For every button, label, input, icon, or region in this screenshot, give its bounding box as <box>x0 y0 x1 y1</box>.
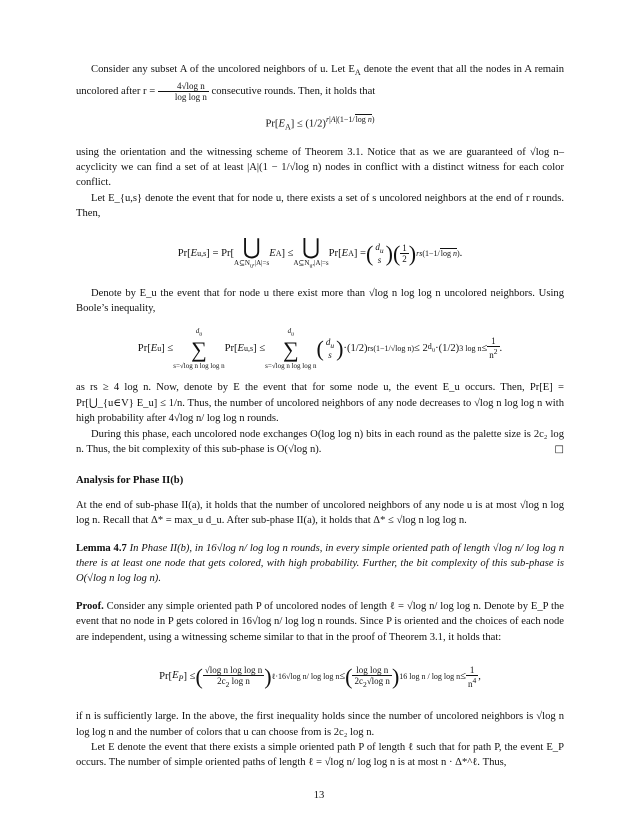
equation-2: Pr[ E u,s ] = Pr[ ⋃ $A⊆N_u,|A|=s$ E A ] ≤ ⋃ $A⊆N_u,|A|=s$ Pr[ E A ] = ( $d_u$ s ) ( $\frac{1}{2}$ ) rs(1−1/log n) . <box>177 233 463 270</box>
text-p6: During this phase, each uncolored node exchanges O(log log n) bits in each round as the palette size is 2c₂ log n. Thus, the bit complexity of this sub-phase is O(√log n). <box>76 428 564 456</box>
text-p1b: denote the event that all the nodes in A remain uncolored after r = <box>76 64 564 97</box>
paragraph-sufficiently-large: if n is sufficiently large. In the above, the first inequality holds since the number of uncolored neighbors is √log n log log n and the number of colors that u can choose from is 2c₂ log n. <box>76 711 564 738</box>
section-heading: Analysis for Phase II(b) <box>76 475 184 487</box>
paper-page <box>76 62 564 771</box>
lemma-label: Lemma 4.7 <box>76 542 127 554</box>
proof-text: Consider any simple oriented path P of uncolored nodes of length ℓ = √log n/ log log n. Denote by E_P the event that no node in P gets colored in 16√log n/ log log n rounds. Since P is oriented and the choices of each node are independent, using a witnessing scheme similar to that in the proof of Theorem 3.1, it holds that: <box>76 600 564 643</box>
paragraph-eus: Let E_{u,s} denote the event that for node u, there exists a set of s uncolored neighbors at the end of r rounds. Then, <box>76 192 564 220</box>
lemma-text: In Phase II(b), in 16√log n/ log log n rounds, in every simple oriented path of length √log n/ log log n there is at least one node that gets colored, with high probability. Further, the bit complexity of this sub-phase is O(√log n log log n). <box>76 542 564 585</box>
paragraph-orientation: using the orientation and the witnessing scheme of Theorem 3.1. Notice that as we are guaranteed of √log n–acyclicity we can find a set of at least |A|(1 − 1/√log n) nodes in conflict with a distinct witness for each color conflict. <box>76 146 564 189</box>
text-p1a: Consider any subset A of the uncolored neighbors of u. Let E <box>91 64 355 75</box>
text-p1c: consecutive rounds. Then, it holds that <box>211 85 376 97</box>
paragraph-phase-iib: At the end of sub-phase II(a), it holds that the number of uncolored neighbors of any node u is at most √log n log log n. Recall that Δ* = max_u d_u. After sub-phase II(a), it holds that Δ* ≤ √log n log log n. <box>76 499 564 527</box>
paragraph-subset-event: Consider any subset A of the uncolored neighbors of u. Let $E_A$ denote the event that all the nodes in A remain uncolored after r = $\frac{\text{4√log n}}{\text{log log n}}$ consecutive rounds. Then, it holds that <box>76 64 564 102</box>
equation-1: $Pr[E_A] \le (1/2)^{r|A|(1-1/log n)}$ <box>265 114 375 132</box>
paragraph-boole: Denote by E_u the event that for node u there exist more than √log n log log n uncolored neighbors. Using Boole’s inequality, <box>76 287 564 314</box>
paragraph-paths: Let E denote the event that there exists a simple oriented path P of length ℓ such that for path P, the event E_P occurs. The number of simple oriented paths of length ℓ = √log n/ log log n is at most n · Δ*^ℓ. Thus, <box>76 741 564 769</box>
paragraph-union-bound: as rs ≥ 4 log n. Now, denote by E the event that for some node u, the event E_u occurs. Then, Pr[E] = Pr[⋃_{u∈V} E_u] ≤ 1/n. Thus, the number of uncolored neighbors of any node decreases to √log n log log n with high probability after 4√log n/ log log n rounds. <box>76 382 564 425</box>
page-number: 13 <box>313 790 325 801</box>
proof-label: Proof. <box>76 600 104 612</box>
equation-3: Pr[ E u ] ≤ $d_u$ ∑ s=√log n log log n Pr[ E u,s ] ≤ $d_u$ ∑ s=√log n log log n ( $d_u$ s ) ·(1/2) rs(1−1/√log n) ≤ 2 $d_u$ ·(1/2) 3 log n ≤ $\frac{1}{n^2}$ . <box>137 326 503 371</box>
equation-4: Pr[ $E_P$ ] ≤ ( $\frac{\text{√log n log log n}}{2c_2 \log n}$ ) ℓ·16√log n/ log log n ≤ ( $\frac{\text{log log n}}{2c_2√\log n}$ ) 16 log n / log log n ≤ $\frac{1}{n^4}$ , <box>159 664 481 690</box>
qed-symbol: □ <box>554 444 564 456</box>
lemma-4-7 <box>76 541 564 587</box>
fraction-r: $\frac{\text{4√log n}}{\text{log log n}}$ <box>158 81 209 102</box>
proof-paragraph <box>76 599 564 645</box>
paragraph-bit-complexity <box>76 427 564 458</box>
